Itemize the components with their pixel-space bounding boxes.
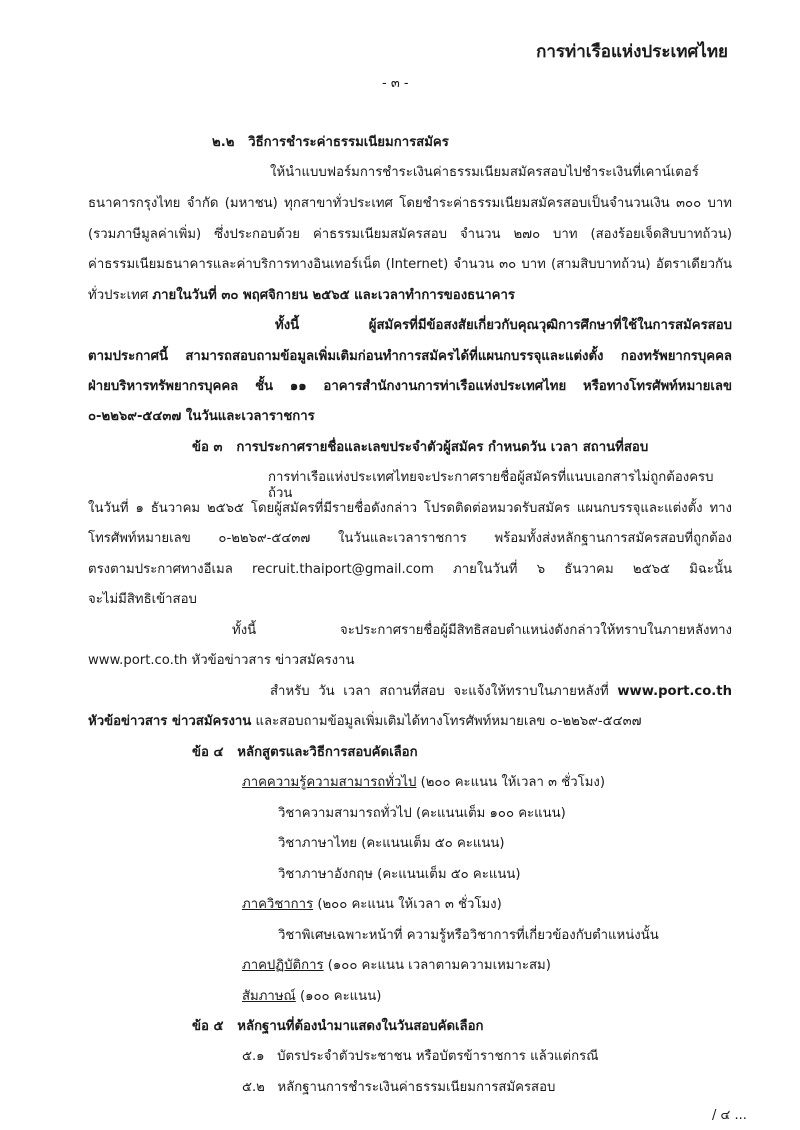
paragraph-line: ตรงตามประกาศทางอีเมล recruit.thaiport@gmail.com ภายในวันที่ ๖ ธันวาคม ๒๕๖๕ มิฉะนั้น — [88, 562, 732, 577]
plain-text: สำหรับ วัน เวลา สถานที่สอบ จะแจ้งให้ทราบในภายหลังที่ — [270, 684, 618, 699]
part-detail: (๑๐๐ คะแนน เวลาตามความเหมาะสม) — [323, 958, 551, 973]
paragraph-line: (รวมภาษีมูลค่าเพิ่ม) ซึ่งประกอบด้วย ค่าธรรมเนียมสมัครสอบ จำนวน ๒๗๐ บาท (สองร้อยเจ็ดสิบบาทถ้วน) — [88, 227, 732, 242]
exam-part-academic — [242, 897, 502, 913]
part-title: ภาคปฏิบัติการ — [242, 958, 324, 973]
evidence-item — [242, 1049, 598, 1065]
paragraph-line — [88, 714, 642, 730]
paragraph-line: www.port.co.th หัวข้อข่าวสาร ข่าวสมัครงาน — [88, 653, 355, 668]
section-number: ๒.๒ — [212, 135, 235, 150]
part-detail: (๑๐๐ คะแนน) — [295, 989, 382, 1004]
plain-text: และสอบถามข้อมูลเพิ่มเติมได้ทางโทรศัพท์หมายเลข ๐-๒๒๖๙-๕๔๓๗ — [251, 714, 642, 729]
part-title: สัมภาษณ์ — [242, 989, 296, 1004]
part-title: ภาควิชาการ — [242, 897, 314, 912]
paragraph-line — [270, 684, 732, 700]
paragraph-line: การท่าเรือแห่งประเทศไทยจะประกาศรายชื่อผู้สมัครที่แนบเอกสารไม่ถูกต้องครบถ้วน — [268, 470, 714, 501]
paragraph-line: ๐-๒๒๖๙-๕๔๓๗ ในวันและเวลาราชการ — [88, 409, 315, 424]
paragraph-line: ในวันที่ ๑ ธันวาคม ๒๕๖๕ โดยผู้สมัครที่มีรายชื่อดังกล่าว โปรดติดต่อหมวดรับสมัคร แผนกบรรจุและแต่งตั้ง ทาง — [88, 501, 732, 516]
paragraph-line: ธนาคารกรุงไทย จำกัด (มหาชน) ทุกสาขาทั่วประเทศ โดยชำระค่าธรรมเนียมสมัครสอบเป็นจำนวนเงิน ๓๐๐ บาท — [88, 196, 732, 211]
section-3-heading — [192, 440, 648, 456]
section-title: วิธีการชำระค่าธรรมเนียมการสมัคร — [248, 135, 449, 150]
item-number: ๕.๑ — [242, 1049, 265, 1064]
website-link[interactable]: www.port.co.th — [617, 684, 732, 699]
section-title: หลักสูตรและวิธีการสอบคัดเลือก — [237, 745, 418, 760]
news-topic: หัวข้อข่าวสาร ข่าวสมัครงาน — [88, 714, 252, 729]
section-label: ข้อ ๔ — [192, 745, 224, 760]
section-title: การประกาศรายชื่อและเลขประจำตัวผู้สมัคร กำหนดวัน เวลา สถานที่สอบ — [236, 440, 649, 455]
subject-item: วิชาพิเศษเฉพาะหน้าที่ ความรู้หรือวิชาการที่เกี่ยวข้องกับตำแหน่งนั้น — [278, 928, 659, 943]
paragraph-line: โทรศัพท์หมายเลข ๐-๒๒๖๙-๕๔๓๗ ในวันและเวลาราชการ พร้อมทั้งส่งหลักฐานการสมัครสอบที่ถูกต้อง — [88, 531, 732, 546]
paragraph-line: ให้นำแบบฟอร์มการชำระเงินค่าธรรมเนียมสมัครสอบไปชำระเงินที่เคาน์เตอร์ — [270, 165, 699, 180]
evidence-item — [242, 1080, 555, 1096]
deadline-text: ภายในวันที่ ๓๐ พฤศจิกายน ๒๕๖๕ และเวลาทำการของธนาคาร — [152, 288, 515, 303]
paragraph-line: จะไม่มีสิทธิเข้าสอบ — [88, 592, 197, 607]
subject-item: วิชาความสามารถทั่วไป (คะแนนเต็ม ๑๐๐ คะแนน) — [278, 806, 566, 821]
subject-item: วิชาภาษาไทย (คะแนนเต็ม ๕๐ คะแนน) — [278, 836, 505, 851]
section-5-heading — [192, 1019, 484, 1035]
paragraph-line: ทั้งนี้ ผู้สมัครที่มีข้อสงสัยเกี่ยวกับคุณวุฒิการศึกษาที่ใช้ในการสมัครสอบ — [275, 318, 732, 333]
page-number: - ๓ - — [382, 76, 409, 91]
exam-part-general — [242, 775, 605, 791]
part-detail: (๒๐๐ คะแนน ให้เวลา ๓ ชั่วโมง) — [416, 775, 605, 790]
exam-part-practical — [242, 958, 551, 974]
section-title: หลักฐานที่ต้องนำมาแสดงในวันสอบคัดเลือก — [237, 1019, 484, 1034]
paragraph-line: ตามประกาศนี้ สามารถสอบถามข้อมูลเพิ่มเติมก่อนทำการสมัครได้ที่แผนกบรรจุและแต่งตั้ง กองทรัพยากรบุคคล — [88, 349, 732, 364]
section-label: ข้อ ๕ — [192, 1019, 224, 1034]
plain-text: ทั่วประเทศ — [88, 288, 153, 303]
part-detail: (๒๐๐ คะแนน ให้เวลา ๓ ชั่วโมง) — [313, 897, 502, 912]
section-2-2-heading — [212, 135, 449, 151]
paragraph-line: ทั้งนี้ จะประกาศรายชื่อผู้มีสิทธิสอบตำแหน่งดังกล่าวให้ทราบในภายหลังทาง — [232, 623, 732, 638]
section-label: ข้อ ๓ — [192, 440, 223, 455]
subject-item: วิชาภาษาอังกฤษ (คะแนนเต็ม ๕๐ คะแนน) — [278, 867, 521, 882]
exam-part-interview — [242, 989, 381, 1005]
paragraph-line: ฝ่ายบริหารทรัพยากรบุคคล ชั้น ๑๑ อาคารสำนักงานการท่าเรือแห่งประเทศไทย หรือทางโทรศัพท์หมายเลข — [88, 379, 732, 394]
item-text: หลักฐานการชำระเงินค่าธรรมเนียมการสมัครสอบ — [277, 1080, 556, 1095]
paragraph-line: ค่าธรรมเนียมธนาคารและค่าบริการทางอินเทอร์เน็ต (Internet) จำนวน ๓๐ บาท (สามสิบบาทถ้วน) อัตราเดียวกัน — [88, 257, 732, 272]
item-text: บัตรประจำตัวประชาชน หรือบัตรข้าราชการ แล้วแต่กรณี — [277, 1049, 599, 1064]
paragraph-line — [88, 288, 515, 304]
page-continuation: / ๔ ... — [712, 1108, 747, 1123]
item-number: ๕.๒ — [242, 1080, 265, 1095]
part-title: ภาคความรู้ความสามารถทั่วไป — [242, 775, 417, 790]
section-4-heading — [192, 745, 418, 761]
organization-header: การท่าเรือแห่งประเทศไทย — [536, 42, 728, 62]
